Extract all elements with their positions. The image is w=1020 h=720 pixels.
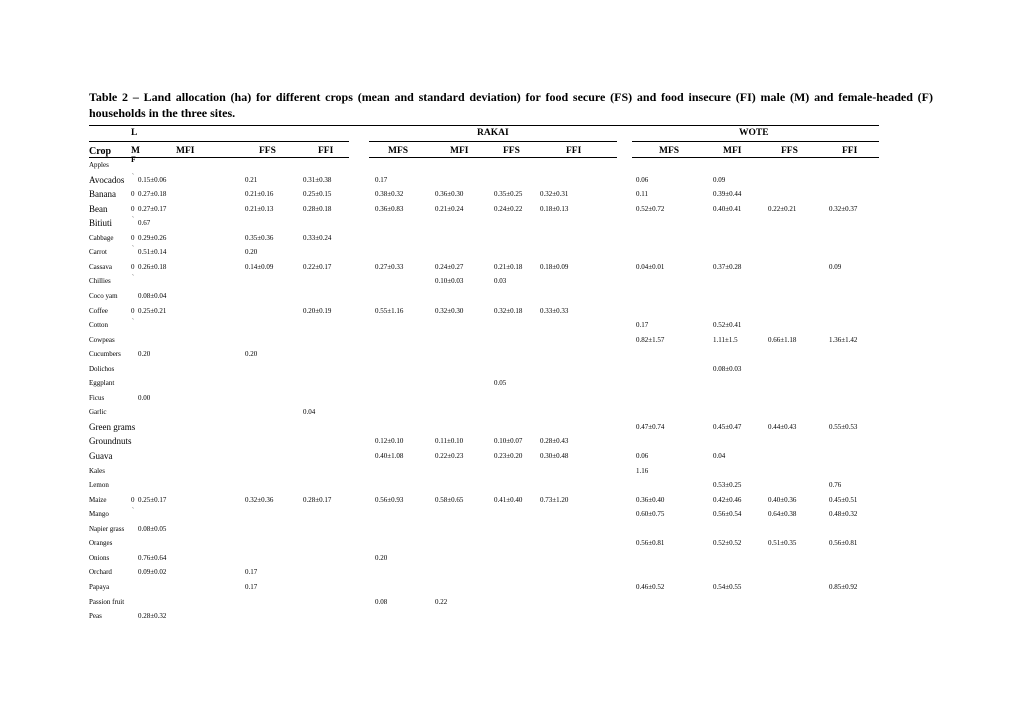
group-rule-2 bbox=[369, 141, 617, 142]
table-cell: 0.45±0.47 bbox=[713, 422, 742, 431]
table-row bbox=[0, 595, 1020, 609]
table-cell: 0.67 bbox=[138, 219, 151, 228]
table-cell: 0.82±1.57 bbox=[636, 335, 665, 344]
column-header-c10: MFI bbox=[723, 146, 742, 156]
crop-name: Lemon bbox=[89, 481, 109, 490]
group-heading-1: L bbox=[131, 128, 138, 138]
table-cell: 0.21±0.16 bbox=[245, 190, 274, 199]
table-cell: 0.17 bbox=[245, 582, 258, 591]
table-row bbox=[0, 158, 1020, 172]
table-row bbox=[0, 376, 1020, 390]
crop-name: Orchard bbox=[89, 568, 112, 577]
table-cell: 0.36±0.30 bbox=[435, 190, 464, 199]
table-cell: 0.27±0.33 bbox=[375, 262, 404, 271]
table-cell: 0.17 bbox=[245, 568, 258, 577]
table-cell: 0.20 bbox=[245, 350, 258, 359]
crop-name: Oranges bbox=[89, 539, 113, 548]
table-row bbox=[0, 245, 1020, 259]
table-cell: 0.18±0.13 bbox=[540, 204, 569, 213]
table-cell: 0.64±0.38 bbox=[768, 510, 797, 519]
crop-name: Coco yam bbox=[89, 291, 118, 300]
crop-name: Cabbage bbox=[89, 233, 114, 242]
table-cell: 0.32±0.30 bbox=[435, 306, 464, 315]
table-cell: 0.18±0.09 bbox=[540, 262, 569, 271]
table-cell: 0.04 bbox=[713, 452, 726, 460]
group-rule-3 bbox=[632, 141, 879, 142]
table-cell: 0.20 bbox=[245, 248, 258, 257]
column-header-c6: MFI bbox=[450, 146, 469, 156]
crop-name: Papaya bbox=[89, 582, 110, 591]
table-row bbox=[0, 318, 1020, 332]
table-cell: 0.85±0.92 bbox=[829, 582, 858, 591]
table-cell: 0.25±0.21 bbox=[138, 306, 167, 315]
table-cell: 0.21±0.18 bbox=[494, 262, 523, 271]
table-row bbox=[0, 260, 1020, 274]
table-cell: 0.26±0.18 bbox=[138, 262, 167, 271]
row-mark: ` bbox=[132, 217, 134, 224]
table-cell: 0.04±0.01 bbox=[636, 262, 665, 271]
table-cell: 0.45±0.51 bbox=[829, 495, 858, 504]
table-row bbox=[0, 507, 1020, 521]
table-cell: 0.28±0.18 bbox=[303, 204, 332, 213]
crop-name: Carrot bbox=[89, 248, 107, 257]
table-row bbox=[0, 478, 1020, 492]
table-cell: 0.36±0.40 bbox=[636, 495, 665, 504]
row-mark: ` bbox=[132, 173, 134, 180]
table-cell: 0.15±0.06 bbox=[138, 175, 167, 184]
table-cell: 0.73±1.20 bbox=[540, 495, 569, 504]
crop-name: Ficus bbox=[89, 393, 105, 402]
column-header-c8: FFI bbox=[566, 146, 582, 156]
table-row bbox=[0, 536, 1020, 550]
group-heading-rakai: RAKAI bbox=[477, 128, 509, 138]
table-cell: 0.06 bbox=[636, 452, 649, 460]
column-header-c7: FFS bbox=[503, 146, 520, 156]
table-cell: 0.52±0.41 bbox=[713, 321, 742, 330]
table-cell: 0.54±0.55 bbox=[713, 582, 742, 591]
table-cell: 0.03 bbox=[494, 277, 507, 286]
table-cell: 0.20 bbox=[138, 350, 151, 359]
crop-name: Banana bbox=[89, 189, 116, 200]
table-cell: 0.58±0.65 bbox=[435, 495, 464, 504]
table-cell: 0.46±0.52 bbox=[636, 582, 665, 591]
table-cell: 0.08±0.03 bbox=[713, 364, 742, 373]
crop-name: Passion fruit bbox=[89, 597, 125, 606]
table-cell: 1.16 bbox=[636, 466, 649, 475]
table-cell: 0.32±0.31 bbox=[540, 190, 569, 199]
table-cell: 0.08±0.05 bbox=[138, 524, 167, 533]
table-cell: 0.00 bbox=[138, 393, 151, 402]
crop-name: Cassava bbox=[89, 262, 112, 271]
table-cell: 0.48±0.32 bbox=[829, 510, 858, 519]
table-cell: 0.37±0.28 bbox=[713, 262, 742, 271]
crop-name: Coffee bbox=[89, 306, 108, 315]
table-cell: 0 bbox=[131, 306, 135, 315]
table-cell: 0.09±0.02 bbox=[138, 568, 167, 577]
table-row bbox=[0, 202, 1020, 216]
table-cell: 0.51±0.14 bbox=[138, 248, 167, 257]
table-cell: 0.33±0.33 bbox=[540, 306, 569, 315]
table-cell: 0.47±0.74 bbox=[636, 422, 665, 431]
table-cell: 0 bbox=[131, 204, 135, 213]
table-row bbox=[0, 274, 1020, 288]
table-row bbox=[0, 522, 1020, 536]
table-cell: 0.35±0.25 bbox=[494, 190, 523, 199]
row-mark: ` bbox=[132, 508, 134, 515]
crop-name: Chillies bbox=[89, 277, 111, 286]
table-row bbox=[0, 304, 1020, 318]
column-header-c9: MFS bbox=[659, 146, 680, 156]
table-cell: 0.24±0.22 bbox=[494, 204, 523, 213]
table-cell: 0.31±0.38 bbox=[303, 175, 332, 184]
column-header-c1: M bbox=[131, 146, 140, 156]
table-row bbox=[0, 347, 1020, 361]
table-cell: 0.32±0.36 bbox=[245, 495, 274, 504]
table-cell: 0.14±0.09 bbox=[245, 262, 274, 271]
table-cell: 0.06 bbox=[636, 175, 649, 184]
table-cell: 0.40±0.41 bbox=[713, 204, 742, 213]
table-row bbox=[0, 551, 1020, 565]
crop-name: Eggplant bbox=[89, 379, 115, 388]
table-cell: 0.22±0.17 bbox=[303, 262, 332, 271]
table-cell: 0.21±0.24 bbox=[435, 204, 464, 213]
table-row bbox=[0, 231, 1020, 245]
crop-name: Guava bbox=[89, 451, 113, 461]
table-cell: 0.55±1.16 bbox=[375, 306, 404, 315]
table-cell: 0.40±1.08 bbox=[375, 452, 404, 460]
table-cell: 0.17 bbox=[636, 321, 649, 330]
table-row bbox=[0, 580, 1020, 594]
table-cell: 0.24±0.27 bbox=[435, 262, 464, 271]
row-mark: ` bbox=[132, 246, 134, 253]
crop-name: Garlic bbox=[89, 408, 107, 417]
table-cell: 0.25±0.15 bbox=[303, 190, 332, 199]
crop-name: Maize bbox=[89, 495, 107, 504]
table-cell: 0.10±0.03 bbox=[435, 277, 464, 286]
table-row bbox=[0, 434, 1020, 448]
table-cell: 0.60±0.75 bbox=[636, 510, 665, 519]
crop-name: Napier grass bbox=[89, 524, 125, 533]
table-cell: 0.23±0.20 bbox=[494, 452, 523, 460]
column-header-c2: MFI bbox=[176, 146, 195, 156]
group-heading-wote: WOTE bbox=[739, 128, 769, 138]
table-cell: 0.40±0.36 bbox=[768, 495, 797, 504]
table-cell: 0.51±0.35 bbox=[768, 539, 797, 548]
table-cell: 0.21±0.13 bbox=[245, 204, 274, 213]
table-cell: 0.25±0.17 bbox=[138, 495, 167, 504]
column-header-c5: MFS bbox=[388, 146, 409, 156]
table-cell: 0.28±0.17 bbox=[303, 495, 332, 504]
table-cell: 0.08 bbox=[375, 597, 388, 606]
table-cell: 0.09 bbox=[713, 175, 726, 184]
table-cell: 0.21 bbox=[245, 175, 258, 184]
group-rule-1 bbox=[89, 141, 349, 142]
table-cell: 0.09 bbox=[829, 262, 842, 271]
column-header-c12: FFI bbox=[842, 146, 858, 156]
table-cell: 0.28±0.43 bbox=[540, 437, 569, 446]
table-cell: 0.32±0.18 bbox=[494, 306, 523, 315]
table-cell: 0.22 bbox=[435, 597, 448, 606]
stray-header-f: F bbox=[131, 155, 136, 164]
table-cell: 0.39±0.44 bbox=[713, 190, 742, 199]
table-cell: 0.33±0.24 bbox=[303, 233, 332, 242]
crop-name: Bean bbox=[89, 203, 108, 214]
table-cell: 0.56±0.54 bbox=[713, 510, 742, 519]
table-cell: 0.17 bbox=[375, 175, 388, 184]
table-row bbox=[0, 216, 1020, 230]
table-row bbox=[0, 493, 1020, 507]
table-row bbox=[0, 565, 1020, 579]
table-cell: 0.12±0.10 bbox=[375, 437, 404, 446]
table-row bbox=[0, 333, 1020, 347]
table-cell: 0.20±0.19 bbox=[303, 306, 332, 315]
crop-name: Avocados bbox=[89, 174, 125, 185]
table-cell: 0 bbox=[131, 262, 135, 271]
row-mark: ` bbox=[132, 275, 134, 282]
table-row bbox=[0, 420, 1020, 434]
table-cell: 0.04 bbox=[303, 408, 316, 417]
crop-name: Kales bbox=[89, 466, 105, 475]
crop-name: Dolichos bbox=[89, 364, 115, 373]
table-cell: 0.56±0.93 bbox=[375, 495, 404, 504]
crop-name: Green grams bbox=[89, 421, 136, 432]
table-cell: 0.22±0.21 bbox=[768, 204, 797, 213]
table-cell: 1.11±1.5 bbox=[713, 335, 738, 344]
crop-name: Bitiuti bbox=[89, 218, 113, 229]
table-row bbox=[0, 449, 1020, 463]
table-cell: 0.52±0.72 bbox=[636, 204, 665, 213]
table-cell: 0.76 bbox=[829, 481, 842, 490]
crop-name: Cowpeas bbox=[89, 335, 115, 344]
crop-name: Cotton bbox=[89, 321, 109, 330]
table-cell: 0.10±0.07 bbox=[494, 437, 523, 446]
table-cell: 0 bbox=[131, 233, 135, 242]
table-cell: 0.53±0.25 bbox=[713, 481, 742, 490]
column-header-c3: FFS bbox=[259, 146, 276, 156]
crop-name: Apples bbox=[89, 161, 109, 169]
table-cell: 0.28±0.32 bbox=[138, 612, 167, 621]
table-row bbox=[0, 187, 1020, 201]
table-cell: 0.42±0.46 bbox=[713, 495, 742, 504]
table-cell: 0.22±0.23 bbox=[435, 452, 464, 460]
table-cell: 0.05 bbox=[494, 379, 507, 388]
table-cell: 0.44±0.43 bbox=[768, 422, 797, 431]
table-cell: 0.56±0.81 bbox=[829, 539, 858, 548]
table-cell: 0.56±0.81 bbox=[636, 539, 665, 548]
table-row bbox=[0, 289, 1020, 303]
table-cell: 0.30±0.48 bbox=[540, 452, 569, 460]
crop-name: Onions bbox=[89, 553, 110, 562]
table-cell: 0.76±0.64 bbox=[138, 553, 167, 562]
table-row bbox=[0, 173, 1020, 187]
crop-name: Cucumbers bbox=[89, 350, 121, 359]
table-row bbox=[0, 405, 1020, 419]
table-cell: 0 bbox=[131, 190, 135, 199]
table-cell: 0.27±0.17 bbox=[138, 204, 167, 213]
table-cell: 0.11±0.10 bbox=[435, 437, 464, 446]
table-cell: 0.52±0.52 bbox=[713, 539, 742, 548]
table-cell: 0.27±0.18 bbox=[138, 190, 167, 199]
table-cell: 0.08±0.04 bbox=[138, 291, 167, 300]
crop-name: Peas bbox=[89, 612, 102, 621]
table-cell: 0.66±1.18 bbox=[768, 335, 797, 344]
table-cell: 0.11 bbox=[636, 190, 648, 199]
table-cell: 0.38±0.32 bbox=[375, 190, 404, 199]
column-header-crop: Crop bbox=[89, 146, 112, 157]
table-row bbox=[0, 609, 1020, 623]
table-cell: 0.35±0.36 bbox=[245, 233, 274, 242]
table-caption: Table 2 – Land allocation (ha) for different crops (mean and standard deviation) for food secure (FS) and food insecure (FI) male (M) and female-headed (F) households in the three sites. bbox=[89, 90, 933, 120]
table-cell: 0.55±0.53 bbox=[829, 422, 858, 431]
top-rule bbox=[89, 125, 879, 126]
table-cell: 0.32±0.37 bbox=[829, 204, 858, 213]
crop-name: Groundnuts bbox=[89, 436, 132, 447]
table-cell: 0.36±0.83 bbox=[375, 204, 404, 213]
crop-name: Mango bbox=[89, 510, 109, 519]
table-row bbox=[0, 464, 1020, 478]
table-cell: 0 bbox=[131, 495, 135, 504]
table-row bbox=[0, 362, 1020, 376]
table-cell: 0.41±0.40 bbox=[494, 495, 523, 504]
table-cell: 0.29±0.26 bbox=[138, 233, 167, 242]
column-header-c11: FFS bbox=[781, 146, 798, 156]
column-header-c4: FFI bbox=[318, 146, 334, 156]
row-mark: ` bbox=[132, 319, 134, 326]
table-cell: 0.20 bbox=[375, 553, 388, 562]
table-cell: 1.36±1.42 bbox=[829, 335, 858, 344]
table-row bbox=[0, 391, 1020, 405]
